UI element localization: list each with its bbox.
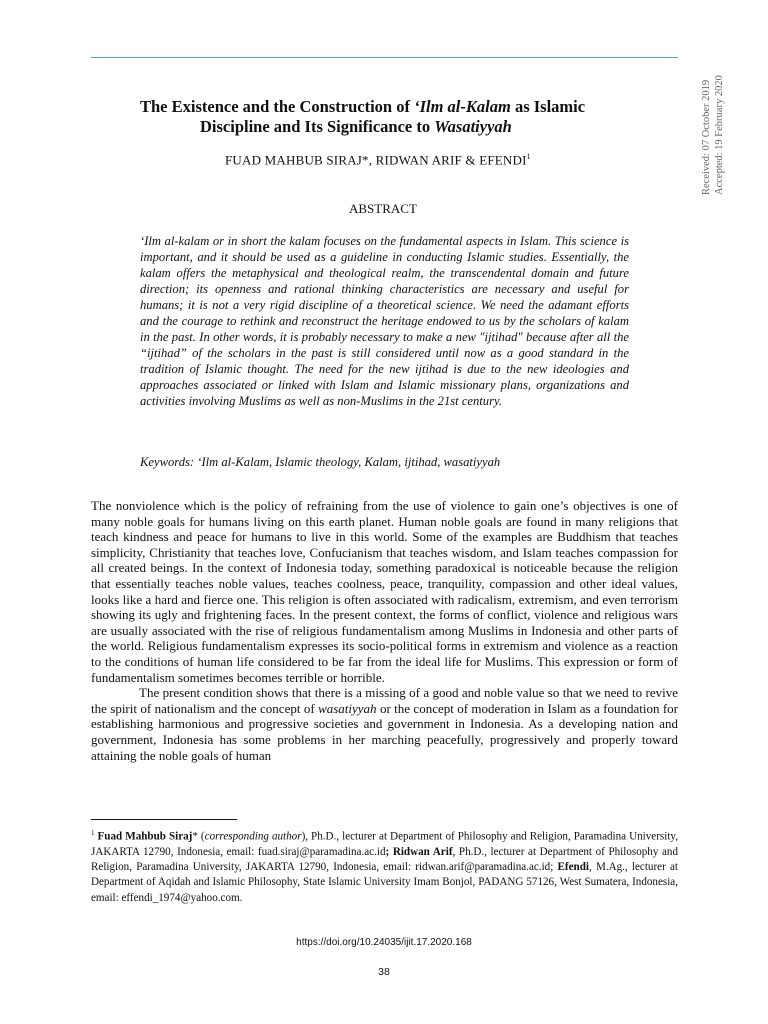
footnote-text-3: , Ph.D., lecturer at Department of Philosophy and Religion, Paramadina University, JAKARTA 12790, Indonesia, email: ridwan.arif@paramadina.ac.id; [91,845,679,874]
body-paragraph-1: The nonviolence which is the policy of refraining from the use of violence to gain one’s objectives is one of many noble goals for humans living on this earth planet. Human noble goals are found in many religions that teach kindness and peace for humans to live in this world. Some of the examples are Buddhism that teaches simplicity, Christianity that teaches love, Confucianism that teaches wisdom, and Islam teaches compassion for all created beings. In the context of Indonesia today, something paradoxical is noticeable because the religion that essentially teaches noble values, teaches coolness, peace, tranquility, compassion and other ideal values, looks like a hard and fierce one. This religion is often associated with radicalism, extremism, and even terrorism showing its ugly and frightening faces. In the present context, the forms of conflict, violence and religious wars are usually associated with the rise of religious fundamentalism among Muslims in Indonesia and other parts of the world. Religious fundamentalism expresses its socio-political forms in extremism and violence as a reaction to the conditions of human life considered to be far from the ideal life for Muslims. This expression or form of fundamentalism sometimes becomes terrible or horrible. [91,498,678,685]
footnote-sep: ; [385,845,393,858]
footnote-role: corresponding author [204,830,302,843]
doi-link[interactable]: https://doi.org/10.24035/ijit.17.2020.168 [296,937,472,948]
title-text-1: The Existence and the Construction of [140,97,415,116]
author-footnote-mark: 1 [526,152,531,161]
footnote-author-1: Fuad Mahbub Siraj [97,830,193,843]
author-names: FUAD MAHBUB SIRAJ*, RIDWAN ARIF & EFENDI [225,152,527,168]
footnote-text-1: * ( [192,830,205,843]
abstract-text: ‘Ilm al-kalam or in short the kalam focuses on the fundamental aspects in Islam. This science is important, and it should be used as a guideline in conducting Islamic studies. Essentially, the kalam offers the metaphysical and theological realm, the transcendental domain and future direction; its openness and rational thinking characteristics are necessary and useful for humans; it is not a very rigid discipline of a theoretical science. We need the adamant efforts and the courage to rethink and reconstruct the heritage endowed to us by the scholars of kalam in the past. In other words, it is probably necessary to make a new "ijtihad" because after all the “ijtihad” of the scholars in the past is still considered until now as a good standard in the tradition of Islamic thought. The need for the new ijtihad is due to the new ideologies and approaches associated or linked with Islam and Islamic missionary plans, organizations and activities involving Muslims as well as non-Muslims in the 21st century. [140,234,629,408]
title-text-2: as Islamic [510,97,586,116]
header-rule [91,57,678,58]
p2-text-c: or the concept of moderation in Islam as a foundation for establishing harmonious and progressive societies and government in Indonesia. As a developing nation and government, Indonesia has some problems in her marching peacefully, progressively and properly toward attaining the noble goals of human [91,700,679,763]
author-list [225,152,531,168]
paper-title [140,97,670,137]
keywords: Keywords: ‘Ilm al-Kalam, Islamic theology, Kalam, ijtihad, wasatiyyah [140,455,501,469]
accepted-date: Accepted: 19 February 2020 [714,75,725,195]
abstract-heading: ABSTRACT [349,201,417,216]
footnote-author-2: Ridwan Arif [392,845,453,858]
body-text [91,498,678,763]
p2-italic: wasatiyyah [318,700,377,716]
title-text-3: Discipline and Its Significance to [200,117,435,136]
p2-text-a: The present condition shows that there is a missing of a good and noble value so that we need to revive the spirit of nationalism and the concept of [91,685,678,716]
page-number: 38 [378,966,390,978]
footnote-mark: 1 [91,829,95,837]
received-date: Received: 07 October 2019 [701,79,712,195]
footnote-author-3: Efendi [557,861,589,874]
submission-dates [700,55,726,195]
title-italic-1: ‘Ilm al-Kalam [414,97,511,116]
footnote [91,826,678,906]
footnote-text-2: ), Ph.D., lecturer at Department of Philosophy and Religion, Paramadina University, JAKARTA 12790, Indonesia, email: fuad.siraj@paramadina.ac.id [91,830,679,858]
footnote-text-4: , M.Ag., lecturer at Department of Aqidah and Islamic Philosophy, State Islamic University Imam Bonjol, PADANG 57126, West Sumatera, Indonesia, email: effendi_1974@yahoo.com. [91,861,679,904]
body-paragraph-2 [91,685,678,763]
title-italic-2: Wasatiyyah [434,117,512,136]
footnote-rule [91,819,237,820]
title-line-2 [140,117,670,137]
